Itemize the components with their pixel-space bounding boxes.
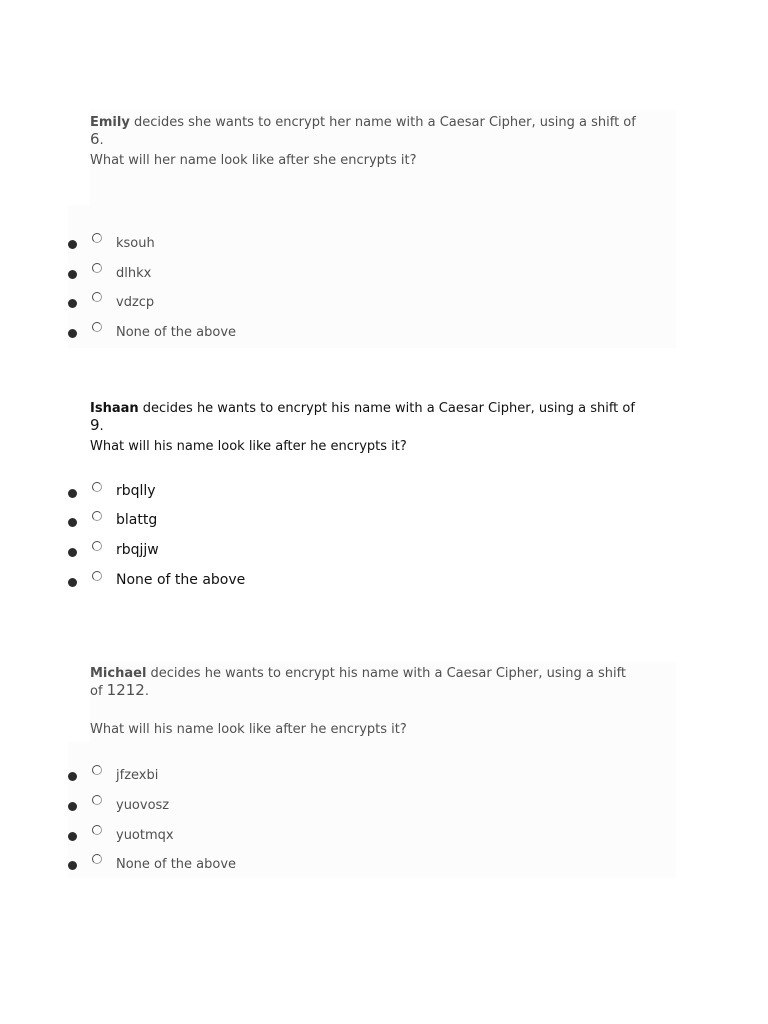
question-2-option-3: [0, 541, 700, 563]
question-3-option-3: [0, 825, 700, 847]
bullet-icon: [68, 329, 77, 338]
bullet-icon: [68, 518, 77, 527]
option-label[interactable]: None of the above: [116, 857, 237, 872]
question-1-option-3: [0, 292, 700, 314]
question-3-option-2: [0, 795, 700, 817]
question-2-prompt: What will his name look like after he encrypts it?: [90, 439, 407, 454]
question-2-stem: [90, 400, 650, 435]
radio-button[interactable]: [92, 482, 102, 492]
question-2-option-1: [0, 482, 700, 504]
option-label[interactable]: None of the above: [116, 325, 237, 340]
option-label[interactable]: jfzexbi: [116, 768, 159, 783]
question-3-option-1: [0, 765, 700, 787]
radio-button[interactable]: [92, 292, 102, 302]
question-1-option-2: [0, 263, 700, 285]
question-3-stem: [90, 665, 638, 700]
question-1-stem: [90, 114, 650, 149]
question-3-prompt: What will his name look like after he encrypts it?: [90, 722, 407, 737]
option-label[interactable]: ksouh: [116, 236, 155, 251]
option-label[interactable]: yuotmqx: [116, 828, 174, 843]
question-1-shift: 6: [90, 130, 100, 148]
bullet-icon: [68, 548, 77, 557]
radio-button[interactable]: [92, 571, 102, 581]
question-1-option-1: [0, 233, 700, 255]
question-1-stem-end: .: [99, 133, 104, 148]
question-1-name: Emily: [90, 115, 130, 130]
question-1-stem-text: decides she wants to encrypt her name with a Caesar Cipher, using a shift of: [129, 115, 636, 130]
question-2-stem-end: .: [99, 419, 104, 434]
question-1-prompt: What will her name look like after she encrypts it?: [90, 153, 417, 168]
radio-button[interactable]: [92, 322, 102, 332]
radio-button[interactable]: [92, 233, 102, 243]
bullet-icon: [68, 299, 77, 308]
bullet-icon: [68, 240, 77, 249]
bullet-icon: [68, 802, 77, 811]
radio-button[interactable]: [92, 511, 102, 521]
radio-button[interactable]: [92, 795, 102, 805]
option-label[interactable]: rbqlly: [116, 483, 156, 499]
question-1-option-4: [0, 322, 700, 344]
question-3-stem-end: .: [144, 684, 149, 699]
question-2-shift: 9: [90, 416, 100, 434]
bullet-icon: [68, 489, 77, 498]
radio-button[interactable]: [92, 765, 102, 775]
radio-button[interactable]: [92, 825, 102, 835]
question-3-shift: 1212: [106, 681, 145, 699]
question-3-option-4: [0, 854, 700, 876]
radio-button[interactable]: [92, 541, 102, 551]
radio-button[interactable]: [92, 263, 102, 273]
question-3-name: Michael: [90, 666, 147, 681]
option-label[interactable]: blattg: [116, 512, 158, 528]
question-2-name: Ishaan: [90, 401, 139, 416]
option-label[interactable]: vdzcp: [116, 295, 155, 310]
question-2-stem-text: decides he wants to encrypt his name with a Caesar Cipher, using a shift of: [138, 401, 635, 416]
option-label[interactable]: None of the above: [116, 572, 246, 588]
bullet-icon: [68, 861, 77, 870]
bullet-icon: [68, 832, 77, 841]
bullet-icon: [68, 772, 77, 781]
bullet-icon: [68, 270, 77, 279]
radio-button[interactable]: [92, 854, 102, 864]
option-label[interactable]: dlhkx: [116, 266, 152, 281]
question-3-stem-text: decides he wants to encrypt his name with a Caesar Cipher, using a shift of: [90, 666, 627, 699]
question-2-option-4: [0, 571, 700, 593]
option-label[interactable]: yuovosz: [116, 798, 170, 813]
option-label[interactable]: rbqjjw: [116, 542, 159, 558]
question-2-option-2: [0, 511, 700, 533]
bullet-icon: [68, 578, 77, 587]
